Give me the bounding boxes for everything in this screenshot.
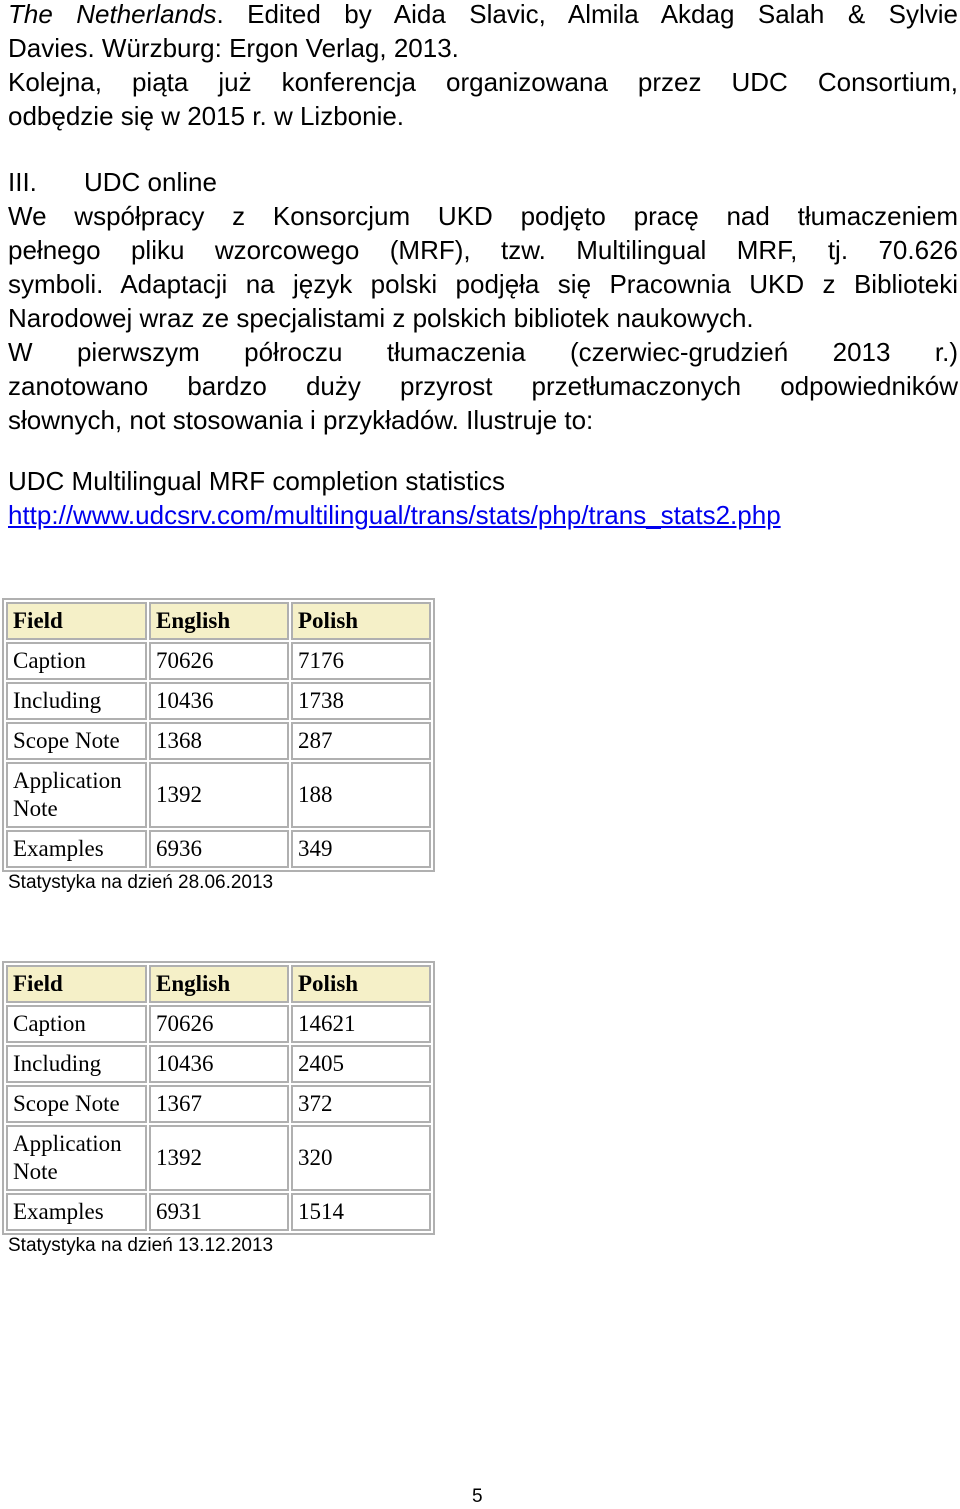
cell-english: 6931 [149,1193,289,1231]
cell-english: 10436 [149,1045,289,1083]
header-english: English [149,965,289,1003]
section-number: III. [8,167,37,197]
header-polish: Polish [291,965,431,1003]
cell-polish: 7176 [291,642,431,680]
table-row [6,1085,431,1123]
table-row [6,1125,431,1191]
table-row [6,1005,431,1043]
cell-field: Including [6,682,147,720]
section-line-5: W pierwszym półroczu tłumaczenia (czerwiec-grudzień 2013 r.) [8,337,958,367]
table-row [6,682,431,720]
cell-field: Application Note [6,1125,147,1191]
section-line-3: symboli. Adaptacji na język polski podjęła się Pracownia UKD z Biblioteki [8,269,958,299]
intro-line-2: Davies. Würzburg: Ergon Verlag, 2013. [8,33,459,63]
table-header-row [6,965,431,1003]
cell-field: Scope Note [6,722,147,760]
cell-english: 70626 [149,1005,289,1043]
cell-english: 1392 [149,762,289,828]
cell-field: Examples [6,830,147,868]
section-line-2: pełnego pliku wzorcowego (MRF), tzw. Multilingual MRF, tj. 70.626 [8,235,958,265]
cell-polish: 349 [291,830,431,868]
section-line-7: słownych, not stosowania i przykładów. Ilustruje to: [8,405,594,435]
cell-polish: 372 [291,1085,431,1123]
cell-field: Scope Note [6,1085,147,1123]
cell-polish: 1514 [291,1193,431,1231]
cell-field: Application Note [6,762,147,828]
header-field: Field [6,602,147,640]
table-row [6,830,431,868]
cell-polish: 287 [291,722,431,760]
cell-field: Examples [6,1193,147,1231]
cell-polish: 320 [291,1125,431,1191]
section-udc-online [8,165,958,437]
cell-field: Caption [6,1005,147,1043]
section-heading [8,165,958,199]
cell-field: Including [6,1045,147,1083]
page-number: 5 [472,1486,483,1507]
intro-line-1: The Netherlands. Edited by Aida Slavic, Almila Akdag Salah & Sylvie [8,0,958,29]
header-polish: Polish [291,602,431,640]
cell-polish: 14621 [291,1005,431,1043]
stats-table-2013-06 [2,598,435,872]
cell-english: 1392 [149,1125,289,1191]
cell-english: 6936 [149,830,289,868]
cell-english: 1368 [149,722,289,760]
intro-line-3: Kolejna, piąta już konferencja organizowana przez UDC Consortium, [8,67,958,97]
cell-english: 70626 [149,642,289,680]
table-row [6,762,431,828]
cell-polish: 188 [291,762,431,828]
section-title: UDC online [84,167,217,197]
stats-heading [8,464,958,532]
table-row [6,1193,431,1231]
book-title: The Netherlands [8,0,217,29]
table-row [6,1045,431,1083]
header-english: English [149,602,289,640]
cell-english: 1367 [149,1085,289,1123]
cell-polish: 2405 [291,1045,431,1083]
stats-title: UDC Multilingual MRF completion statistics [8,466,506,496]
table-row [6,722,431,760]
header-field: Field [6,965,147,1003]
cell-english: 10436 [149,682,289,720]
section-line-4: Narodowej wraz ze specjalistami z polskich bibliotek naukowych. [8,303,754,333]
table-header-row [6,602,431,640]
intro-line-4: odbędzie się w 2015 r. w Lizbonie. [8,101,405,131]
section-line-6: zanotowano bardzo duży przyrost przetłumaczonych odpowiedników [8,371,958,401]
stats-link[interactable]: http://www.udcsrv.com/multilingual/trans/stats/php/trans_stats2.php [8,500,781,530]
cell-polish: 1738 [291,682,431,720]
stats-table-2013-12 [2,961,435,1235]
cell-field: Caption [6,642,147,680]
intro-paragraph [8,0,958,133]
section-line-1: We współpracy z Konsorcjum UKD podjęto pracę nad tłumaczeniem [8,201,958,231]
table2-caption: Statystyka na dzień 13.12.2013 [8,1235,274,1256]
table1-caption: Statystyka na dzień 28.06.2013 [8,872,274,893]
table-row [6,642,431,680]
